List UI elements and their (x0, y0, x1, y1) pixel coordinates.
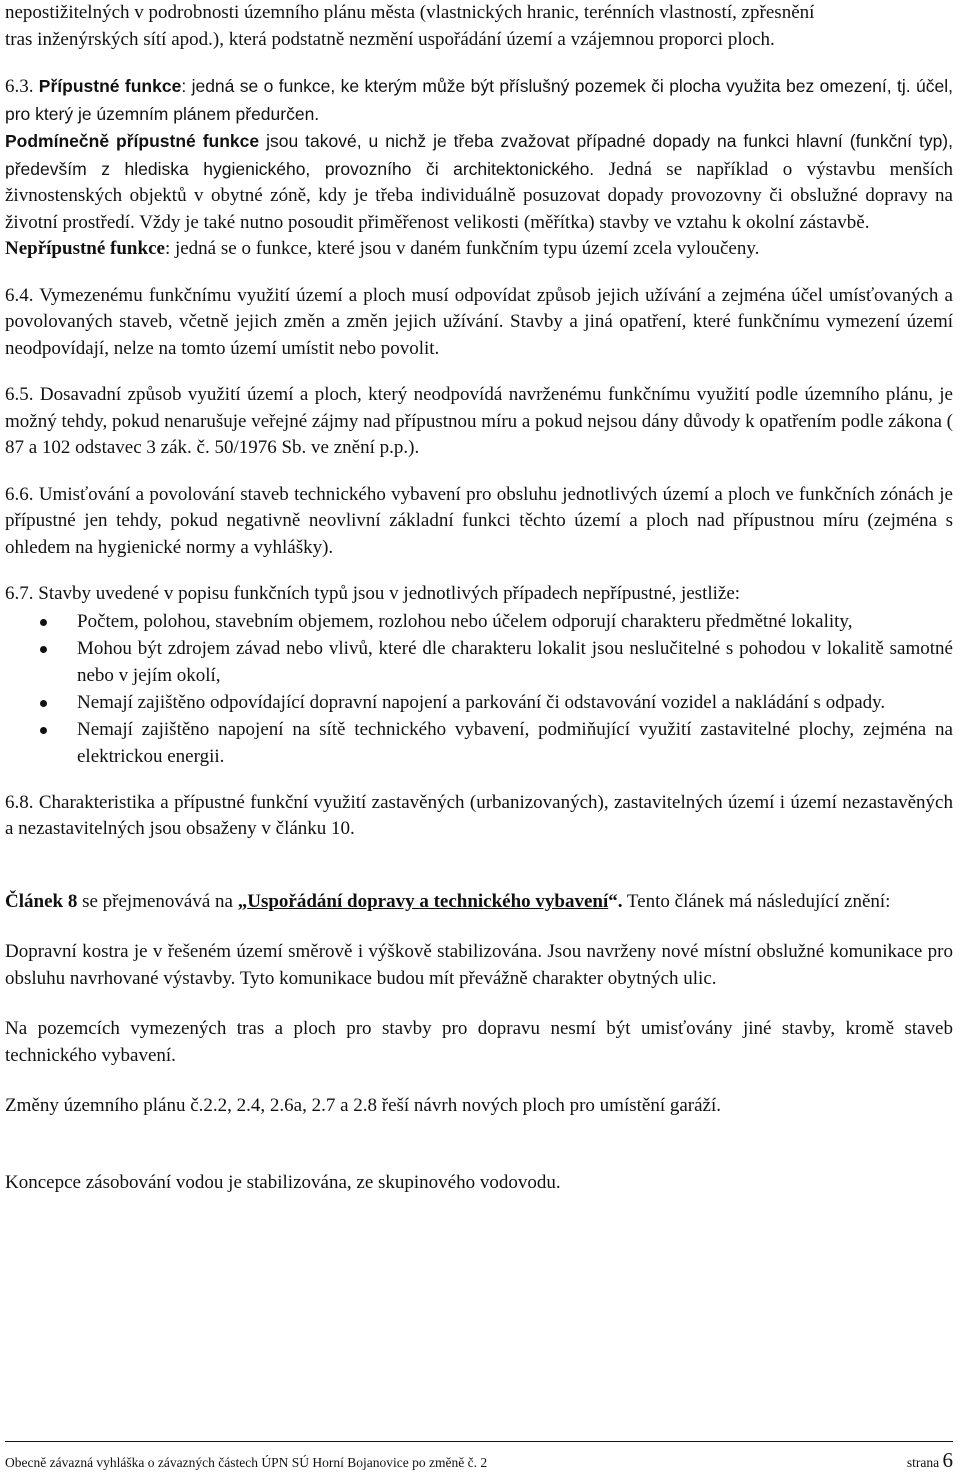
paragraph-6-3: 6.3. Přípustné funkce: jedná se o funkce, ke kterým může být příslušný pozemek či plocha využita bez omezení, tj. účel, pro který je územním plánem předurčen. (5, 76, 954, 124)
bullet-icon (40, 619, 47, 626)
paragraph-continuation: nepostižitelných v podrobnosti územního plánu města (vlastnických hranic, terénních vlastností, zpřesnění tras inženýrských sítí apod.), která podstatně nezmění uspořádání území a vzájemnou proporci ploch. (5, 2, 815, 50)
bullet-icon (40, 700, 47, 707)
paragraph-transport-network: Dopravní kostra je v řešeném území směrově i výškově stabilizována. Jsou navrženy nové místní obslužné komunikace pro obsluhu navrhované výstavby. Tyto komunikace budou mít převážně charakter obytných ulic. (5, 941, 953, 989)
paragraph-garages: Změny územního plánu č.2.2, 2.4, 2.6a, 2.7 a 2.8 řeší návrh nových ploch pro umístění garáží. (5, 1095, 722, 1116)
list-item: Mohou být zdrojem závad nebo vlivů, které dle charakteru lokalit jsou neslučitelné s pohodou v lokalitě samotné nebo v jejím okolí, (5, 635, 953, 689)
bullet-icon (40, 727, 47, 734)
paragraph-6-5: 6.5. Dosavadní způsob využití území a ploch, který neodpovídá navrženému funkčnímu využití podle územního plánu, je možný tehdy, pokud nenarušuje veřejné zájmy nad přípustnou míru a pokud nejsou dány důvody k opatřením podle zákona ( 87 a 102 odstavec 3 zák. č. 50/1976 Sb. ve znění p.p.). (5, 384, 954, 458)
paragraph-6-4: 6.4. Vymezenému funkčnímu využití území a ploch musí odpovídat způsob jejich užívání a zejména účel umísťovaných a povolovaných staveb, včetně jejich změn a změn jejich užívání. Stavby a jiná opatření, které funkčnímu vymezení území neodpovídají, nelze na tomto území umístit nebo povolit. (5, 284, 953, 359)
list-item: Nemají zajištěno odpovídající dopravní napojení a parkování či odstavování vozidel a nakládání s odpady. (5, 689, 953, 716)
page-footer (5, 1441, 953, 1473)
list-item: Počtem, polohou, stavebním objemem, rozlohou nebo účelem odporují charakteru předmětné lokality, (5, 608, 953, 635)
footer-document-title: Obecně závazná vyhláška o závazných částech ÚPN SÚ Horní Bojanovice po změně č. 2 (5, 1455, 488, 1470)
paragraph-6-6: 6.6. Umisťování a povolování staveb technického vybavení pro obsluhu jednotlivých území a ploch ve funkčních zónách je přípustné jen tehdy, pokud negativně neovlivní základní funkci těchto území a ploch nad přípustnou míru (zejména s ohledem na hygienické normy a vyhlášky). (5, 483, 953, 558)
article-8-title: Uspořádání dopravy a technického vybavení (247, 890, 609, 912)
bullet-icon (40, 646, 47, 653)
list-item: Nemají zajištěno napojení na sítě technického vybavení, podmiňující využití zastavitelné plochy, zejména na elektrickou energii. (5, 716, 953, 770)
paragraph-6-7: 6.7. Stavby uvedené v popisu funkčních typů jsou v jednotlivých případech nepřípustné, jestliže: (5, 583, 741, 604)
paragraph-transport-land: Na pozemcích vymezených tras a ploch pro stavby pro dopravu nesmí být umisťovány jiné stavby, kromě staveb technického vybavení. (5, 1018, 953, 1066)
paragraph-conditional-functions: Podmínečně přípustné funkce jsou takové, u nichž je třeba zvažovat případné dopady na funkci hlavní (funkční typ), především z hlediska hygienického, provozního či architektonického. Jedná se například o výstavbu menších živnostenských objektů v obytné zóně, kdy je třeba individuálně posuzovat dopady provozovny či obslužné dopravy na životní prostředí. Vždy je také nutno posoudit přiměřenost velikosti (měřítka) stavby ve vztahu k okolní zástavbě. (5, 131, 954, 233)
paragraph-forbidden-functions: Nepřípustné funkce: jedná se o funkce, které jsou v daném funkčním typu území zcela vyloučeny. (5, 238, 760, 259)
bullet-list (5, 608, 953, 770)
article-8-heading: Článek 8 se přejmenovává na „Uspořádání dopravy a technického vybavení“. Tento článek má následující znění: (5, 890, 891, 912)
document-page (5, 0, 953, 1196)
paragraph-6-8: 6.8. Charakteristika a přípustné funkční využití zastavěných (urbanizovaných), zastavitelných území i území nezastavěných a nezastavitelných jsou obsaženy v článku 10. (5, 791, 953, 839)
page-number: strana 6 (906, 1448, 953, 1472)
paragraph-water-supply: Koncepce zásobování vodou je stabilizována, ze skupinového vodovodu. (5, 1171, 561, 1193)
